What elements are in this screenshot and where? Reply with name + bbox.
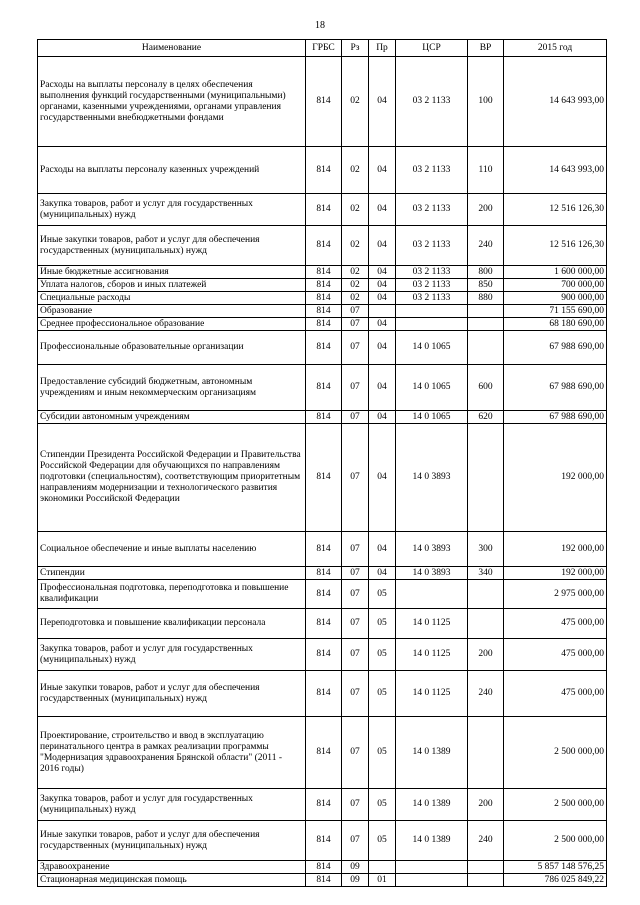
row-grbs: 814 (306, 580, 342, 609)
row-vr: 800 (468, 266, 504, 279)
row-vr: 240 (468, 226, 504, 266)
row-name: Здравоохранение (38, 861, 306, 874)
row-name: Специальные расходы (38, 292, 306, 305)
row-pr: 04 (369, 147, 396, 194)
row-pr: 04 (369, 318, 396, 331)
row-grbs: 814 (306, 57, 342, 147)
row-csr: 14 0 1125 (396, 671, 468, 717)
row-rz: 07 (342, 567, 369, 580)
row-csr: 14 0 1389 (396, 821, 468, 861)
row-amount: 475 000,00 (504, 609, 607, 639)
row-grbs: 814 (306, 279, 342, 292)
row-name: Иные закупки товаров, работ и услуг для обеспечения государственных (муниципальных) нужд (38, 671, 306, 717)
row-vr: 100 (468, 57, 504, 147)
row-pr: 05 (369, 717, 396, 789)
row-name: Субсидии автономным учреждениям (38, 411, 306, 424)
row-rz: 02 (342, 57, 369, 147)
row-amount: 68 180 690,00 (504, 318, 607, 331)
row-rz: 09 (342, 874, 369, 887)
table-row (38, 365, 607, 411)
table-row (38, 147, 607, 194)
page-number: 18 (315, 20, 325, 31)
table-row (38, 821, 607, 861)
row-name: Профессиональные образовательные организации (38, 331, 306, 365)
row-vr: 200 (468, 789, 504, 821)
row-grbs: 814 (306, 226, 342, 266)
table-row (38, 266, 607, 279)
row-pr: 05 (369, 821, 396, 861)
row-grbs: 814 (306, 266, 342, 279)
row-pr: 04 (369, 424, 396, 532)
row-rz: 07 (342, 580, 369, 609)
row-amount: 192 000,00 (504, 567, 607, 580)
table-row (38, 318, 607, 331)
row-name: Уплата налогов, сборов и иных платежей (38, 279, 306, 292)
row-rz: 07 (342, 305, 369, 318)
row-csr: 14 0 1125 (396, 609, 468, 639)
row-vr: 600 (468, 365, 504, 411)
row-vr: 200 (468, 194, 504, 226)
row-csr: 14 0 1389 (396, 717, 468, 789)
table-row (38, 532, 607, 567)
row-name: Социальное обеспечение и иные выплаты населению (38, 532, 306, 567)
row-grbs: 814 (306, 717, 342, 789)
row-pr: 05 (369, 580, 396, 609)
row-rz: 07 (342, 424, 369, 532)
row-vr: 340 (468, 567, 504, 580)
row-grbs: 814 (306, 411, 342, 424)
header-grbs: ГРБС (306, 40, 342, 57)
row-amount: 475 000,00 (504, 671, 607, 717)
row-name: Закупка товаров, работ и услуг для государственных (муниципальных) нужд (38, 789, 306, 821)
row-csr (396, 861, 468, 874)
row-grbs: 814 (306, 671, 342, 717)
row-grbs: 814 (306, 789, 342, 821)
header-vr: ВР (468, 40, 504, 57)
row-rz: 07 (342, 789, 369, 821)
row-rz: 02 (342, 292, 369, 305)
row-pr: 04 (369, 292, 396, 305)
row-rz: 07 (342, 318, 369, 331)
row-csr: 14 0 1389 (396, 789, 468, 821)
row-rz: 07 (342, 639, 369, 671)
row-name: Образование (38, 305, 306, 318)
row-amount: 786 025 849,22 (504, 874, 607, 887)
row-vr: 110 (468, 147, 504, 194)
row-vr: 850 (468, 279, 504, 292)
table-row (38, 567, 607, 580)
row-name: Закупка товаров, работ и услуг для государственных (муниципальных) нужд (38, 639, 306, 671)
header-name: Наименование (38, 40, 306, 57)
row-grbs: 814 (306, 305, 342, 318)
row-amount: 900 000,00 (504, 292, 607, 305)
row-rz: 07 (342, 821, 369, 861)
row-vr (468, 424, 504, 532)
row-csr: 03 2 1133 (396, 279, 468, 292)
row-name: Стационарная медицинская помощь (38, 874, 306, 887)
table-row (38, 717, 607, 789)
row-amount: 5 857 148 576,25 (504, 861, 607, 874)
table-row (38, 424, 607, 532)
row-pr: 05 (369, 671, 396, 717)
row-csr: 14 0 1125 (396, 639, 468, 671)
row-pr: 04 (369, 331, 396, 365)
row-csr (396, 305, 468, 318)
row-amount: 2 500 000,00 (504, 821, 607, 861)
row-name: Стипендии (38, 567, 306, 580)
row-vr: 300 (468, 532, 504, 567)
row-rz: 02 (342, 266, 369, 279)
row-amount: 1 600 000,00 (504, 266, 607, 279)
table-row (38, 226, 607, 266)
row-csr: 03 2 1133 (396, 147, 468, 194)
row-amount: 12 516 126,30 (504, 194, 607, 226)
row-amount: 2 500 000,00 (504, 717, 607, 789)
row-name: Иные закупки товаров, работ и услуг для обеспечения государственных (муниципальных) нужд (38, 821, 306, 861)
table-row (38, 305, 607, 318)
row-pr: 04 (369, 365, 396, 411)
row-pr: 04 (369, 567, 396, 580)
row-amount: 67 988 690,00 (504, 411, 607, 424)
row-rz: 02 (342, 279, 369, 292)
table-row (38, 861, 607, 874)
row-vr (468, 717, 504, 789)
row-pr: 01 (369, 874, 396, 887)
row-vr (468, 318, 504, 331)
row-grbs: 814 (306, 147, 342, 194)
header-csr: ЦСР (396, 40, 468, 57)
row-vr (468, 580, 504, 609)
row-pr: 05 (369, 789, 396, 821)
row-amount: 14 643 993,00 (504, 57, 607, 147)
row-rz: 07 (342, 609, 369, 639)
table-row (38, 609, 607, 639)
row-pr: 04 (369, 279, 396, 292)
row-pr (369, 861, 396, 874)
row-csr: 14 0 1065 (396, 331, 468, 365)
row-csr: 03 2 1133 (396, 292, 468, 305)
row-vr (468, 861, 504, 874)
header-year: 2015 год (504, 40, 607, 57)
row-rz: 07 (342, 365, 369, 411)
table-row (38, 671, 607, 717)
row-vr: 240 (468, 821, 504, 861)
table-row (38, 874, 607, 887)
row-csr: 03 2 1133 (396, 194, 468, 226)
row-amount: 192 000,00 (504, 532, 607, 567)
budget-table (37, 39, 607, 887)
row-amount: 12 516 126,30 (504, 226, 607, 266)
row-pr: 04 (369, 194, 396, 226)
row-grbs: 814 (306, 639, 342, 671)
row-grbs: 814 (306, 874, 342, 887)
row-rz: 02 (342, 226, 369, 266)
table-row (38, 639, 607, 671)
row-pr: 04 (369, 57, 396, 147)
table-row (38, 194, 607, 226)
row-name: Предоставление субсидий бюджетным, автономным учреждениям и иным некоммерческим организациям (38, 365, 306, 411)
row-name: Проектирование, строительство и ввод в эксплуатацию перинатального центра в рамках реализации программы "Модернизация здравоохранения Брянской области" (2011 - 2016 годы) (38, 717, 306, 789)
row-pr: 05 (369, 609, 396, 639)
table-row (38, 331, 607, 365)
row-grbs: 814 (306, 424, 342, 532)
row-amount: 192 000,00 (504, 424, 607, 532)
row-vr: 200 (468, 639, 504, 671)
row-name: Стипендии Президента Российской Федерации и Правительства Российской Федерации для обучающихся по направлениям подготовки (специальностям), соответствующим приоритетным направлениям модернизации и технологического развития экономики Российской Федерации (38, 424, 306, 532)
row-amount: 67 988 690,00 (504, 365, 607, 411)
row-pr (369, 305, 396, 318)
row-csr: 03 2 1133 (396, 226, 468, 266)
table-row (38, 789, 607, 821)
row-name: Расходы на выплаты персоналу в целях обеспечения выполнения функций государственными (муниципальными) органами, казенными учреждениями, органами управления государственными внебюджетными фондами (38, 57, 306, 147)
row-grbs: 814 (306, 292, 342, 305)
row-rz: 07 (342, 671, 369, 717)
row-name: Иные бюджетные ассигнования (38, 266, 306, 279)
row-pr: 04 (369, 411, 396, 424)
row-name: Иные закупки товаров, работ и услуг для обеспечения государственных (муниципальных) нужд (38, 226, 306, 266)
row-grbs: 814 (306, 365, 342, 411)
row-csr: 14 0 1065 (396, 411, 468, 424)
row-rz: 07 (342, 331, 369, 365)
row-pr: 04 (369, 226, 396, 266)
table-row (38, 279, 607, 292)
row-vr (468, 331, 504, 365)
row-amount: 67 988 690,00 (504, 331, 607, 365)
row-grbs: 814 (306, 821, 342, 861)
table-row (38, 411, 607, 424)
table-header-row (38, 40, 607, 57)
row-amount: 2 500 000,00 (504, 789, 607, 821)
row-grbs: 814 (306, 532, 342, 567)
row-vr: 240 (468, 671, 504, 717)
row-amount: 14 643 993,00 (504, 147, 607, 194)
row-amount: 2 975 000,00 (504, 580, 607, 609)
row-grbs: 814 (306, 318, 342, 331)
header-pr: Пр (369, 40, 396, 57)
row-rz: 07 (342, 532, 369, 567)
row-csr (396, 580, 468, 609)
row-amount: 71 155 690,00 (504, 305, 607, 318)
row-pr: 04 (369, 532, 396, 567)
row-name: Среднее профессиональное образование (38, 318, 306, 331)
row-csr: 14 0 3893 (396, 567, 468, 580)
row-csr: 14 0 1065 (396, 365, 468, 411)
row-vr: 620 (468, 411, 504, 424)
row-vr: 880 (468, 292, 504, 305)
row-csr (396, 874, 468, 887)
header-rz: Рз (342, 40, 369, 57)
row-amount: 700 000,00 (504, 279, 607, 292)
row-grbs: 814 (306, 861, 342, 874)
row-name: Профессиональная подготовка, переподготовка и повышение квалификации (38, 580, 306, 609)
row-pr: 05 (369, 639, 396, 671)
row-rz: 07 (342, 717, 369, 789)
row-csr (396, 318, 468, 331)
row-name: Переподготовка и повышение квалификации персонала (38, 609, 306, 639)
row-vr (468, 609, 504, 639)
row-csr: 03 2 1133 (396, 266, 468, 279)
row-pr: 04 (369, 266, 396, 279)
row-grbs: 814 (306, 331, 342, 365)
row-rz: 02 (342, 147, 369, 194)
table-row (38, 57, 607, 147)
row-name: Расходы на выплаты персоналу казенных учреждений (38, 147, 306, 194)
row-grbs: 814 (306, 194, 342, 226)
row-rz: 07 (342, 411, 369, 424)
row-amount: 475 000,00 (504, 639, 607, 671)
row-grbs: 814 (306, 567, 342, 580)
row-name: Закупка товаров, работ и услуг для государственных (муниципальных) нужд (38, 194, 306, 226)
row-rz: 02 (342, 194, 369, 226)
table-row (38, 292, 607, 305)
row-grbs: 814 (306, 609, 342, 639)
row-rz: 09 (342, 861, 369, 874)
table-row (38, 580, 607, 609)
row-vr (468, 305, 504, 318)
row-csr: 14 0 3893 (396, 424, 468, 532)
row-csr: 14 0 3893 (396, 532, 468, 567)
row-csr: 03 2 1133 (396, 57, 468, 147)
row-vr (468, 874, 504, 887)
